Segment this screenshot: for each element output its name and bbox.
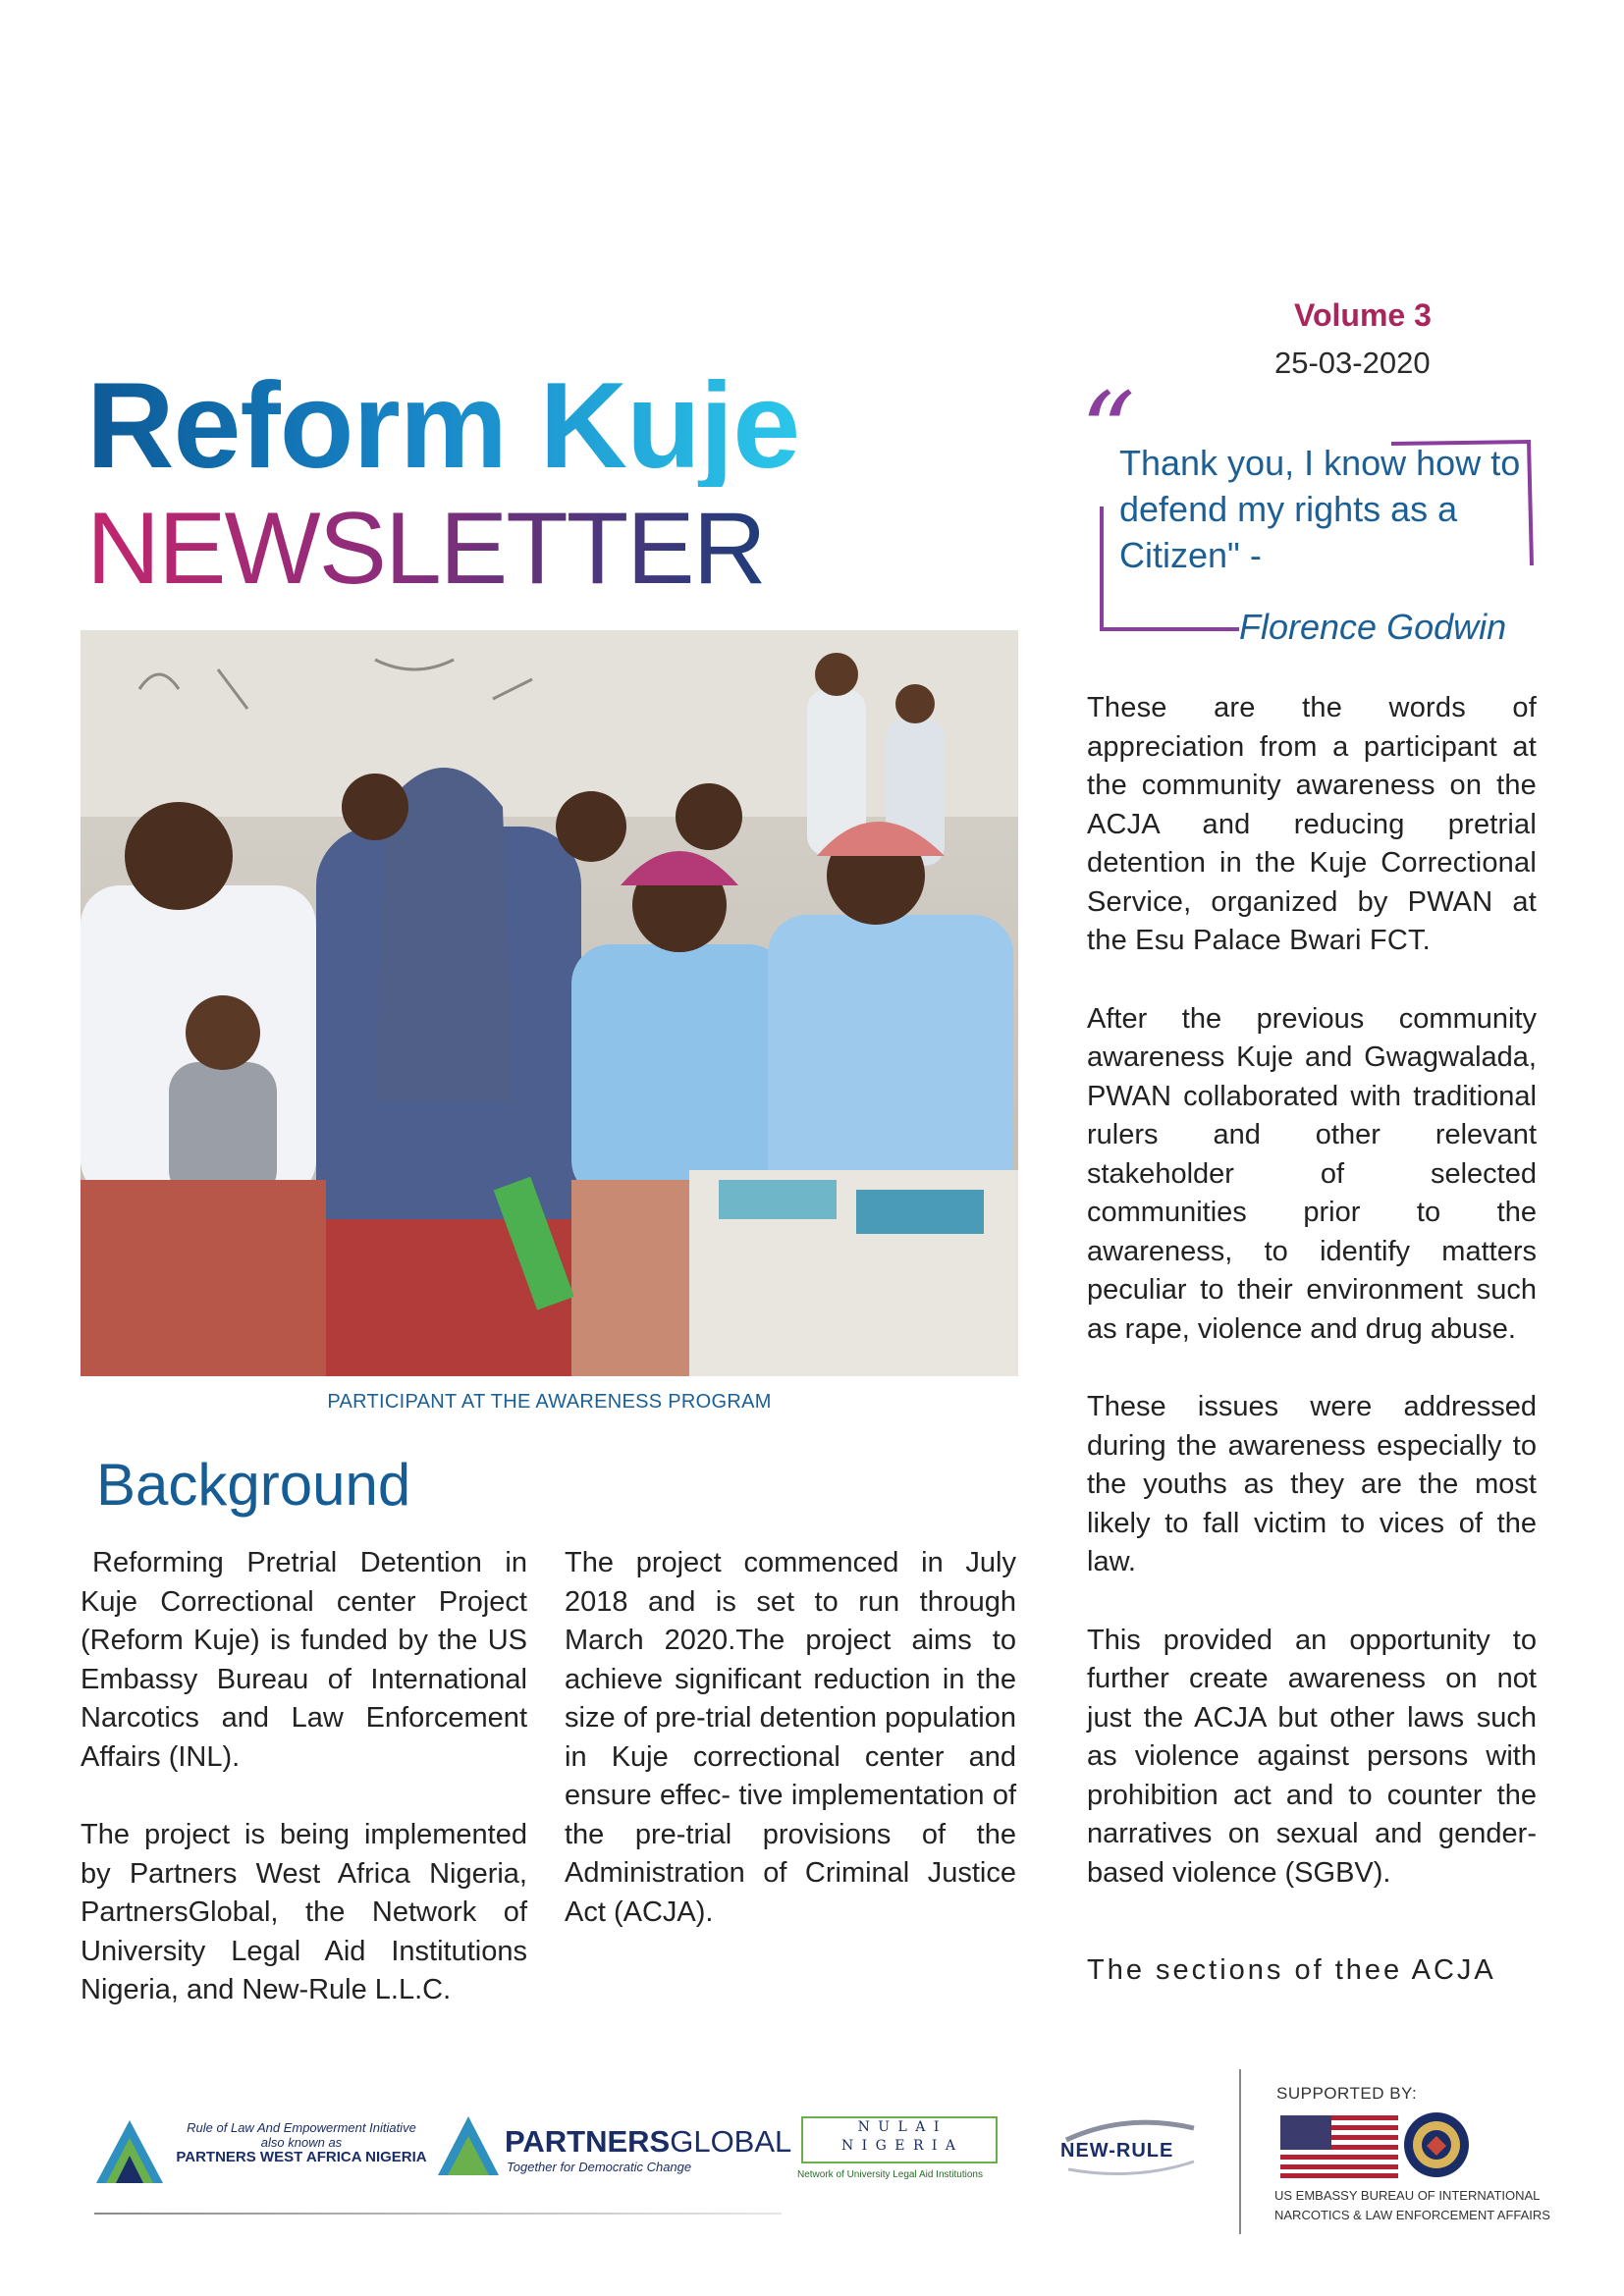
paragraph: After the previous community awareness Kuje and Gwagwalada, PWAN collaborated with traditional rulers and other relevant stakeholder of selected communities prior to the awareness, to identify matters peculiar to their environment such as rape, violence and drug abuse. (1087, 1002, 1537, 1345)
pwan-logo (94, 2118, 428, 2187)
newrule-logo (1056, 2118, 1214, 2183)
pwan-line3: PARTNERS WEST AFRICA NIGERIA (176, 2149, 427, 2165)
issue-date: 25-03-2020 (1274, 346, 1431, 380)
quote-open-icon: “ (1080, 369, 1136, 495)
newsletter-subtitle: NEWSLETTER (86, 492, 765, 606)
partnersglobal-triangle-icon (436, 2114, 501, 2177)
photo-illustration (81, 630, 1018, 1376)
newrule-text: NEW-RULE (1060, 2140, 1174, 2162)
pwan-line2: also known as (260, 2135, 343, 2150)
pwan-triangle-icon (94, 2118, 165, 2185)
paragraph: These issues were addressed during the awareness especially to the youths as they are the most likely to fall victim to vices of the law. (1087, 1391, 1537, 1577)
section-heading-background: Background (96, 1452, 411, 1518)
us-flag-icon (1280, 2115, 1398, 2178)
participants-photo (81, 630, 1018, 1376)
paragraph: The sections of thee ACJA (1087, 1954, 1496, 1986)
partners-bold: PARTNERS (505, 2124, 671, 2159)
partners-rest: GLOBAL (670, 2124, 792, 2159)
paragraph: The project commenced in July 2018 and is set to run through March 2020.The project aims to achieve significant reduction in the size of pre-trial detention population in Kuje correctional center and ensure effec- tive implementation of the pre-trial provisions of the Administration of Criminal Justice Act (ACJA). (565, 1547, 1016, 1928)
partners-tagline: Together for Democratic Change (507, 2160, 692, 2174)
quote-author: Florence Godwin (1239, 607, 1507, 647)
nulai-tagline: Network of University Legal Aid Institutions (797, 2169, 983, 2180)
footer-vertical-divider (1239, 2069, 1241, 2234)
partnersglobal-logo (436, 2114, 792, 2183)
paragraph: Reforming Pretrial Detention in Kuje Correctional center Project (Reform Kuje) is funded by the US Embassy Bureau of International Narcotics and Law Enforcement Affairs (INL). (81, 1547, 527, 1773)
embassy-seal-icon (1402, 2110, 1471, 2179)
article-column-right (1087, 689, 1537, 2030)
background-column-left (81, 1544, 527, 2050)
us-embassy-label (1274, 2186, 1569, 2225)
quote-text: Thank you, I know how to defend my rights as a Citizen" - (1119, 443, 1521, 575)
photo-caption: PARTICIPANT AT THE AWARENESS PROGRAM (327, 1391, 772, 1413)
nulai-logo (797, 2116, 1033, 2187)
supported-by-label: SUPPORTED BY: (1276, 2084, 1418, 2103)
volume-label: Volume 3 (1294, 297, 1432, 333)
paragraph: These are the words of appreciation from a participant at the community awareness on the ACJA and reducing pretrial detention in the Kuje Correctional Service, organized by PWAN at the Esu Palace Bwari FCT. (1087, 692, 1537, 956)
us-embassy-line1: US EMBASSY BUREAU OF INTERNATIONAL (1274, 2188, 1541, 2203)
pwan-line1: Rule of Law And Empowerment Initiative (187, 2120, 416, 2135)
newsletter-title: Reform Kuje (86, 358, 800, 494)
nulai-line2: N I G E R I A (840, 2138, 958, 2154)
paragraph: The project is being implemented by Partners West Africa Nigeria, PartnersGlobal, the Network of University Legal Aid Institutions Nigeria, and New-Rule L.L.C. (81, 1819, 527, 2005)
footer-divider (94, 2213, 782, 2215)
nulai-line1: N U L A I (857, 2119, 942, 2135)
background-column-middle (565, 1544, 1016, 1971)
us-embassy-line2: NARCOTICS & LAW ENFORCEMENT AFFAIRS (1274, 2208, 1550, 2222)
paragraph: This provided an opportunity to further create awareness on not just the ACJA but other laws such as violence against persons with prohibition act and to counter the narratives on sexual and gender-based violence (SGBV). (1087, 1624, 1537, 1889)
